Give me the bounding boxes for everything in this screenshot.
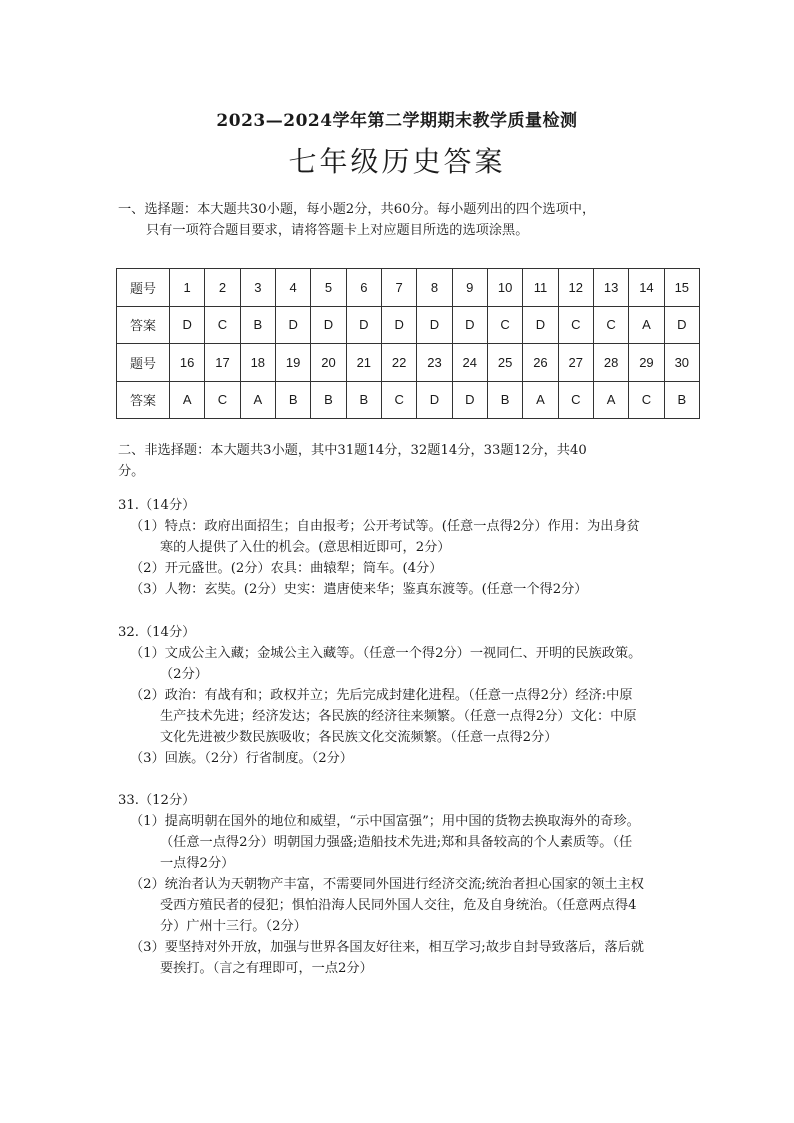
table-cell: 28	[593, 344, 628, 382]
table-cell: D	[311, 306, 346, 344]
answer-header: 答案	[117, 306, 170, 344]
table-cell: D	[170, 306, 205, 344]
table-cell: 14	[629, 269, 664, 307]
table-cell: 7	[381, 269, 416, 307]
table-cell: B	[275, 381, 310, 419]
table-cell: A	[593, 381, 628, 419]
table-cell: B	[664, 381, 699, 419]
section2-line1: 二、非选择题：本大题共3小题，其中31题14分，32题14分，33题12分，共40	[118, 443, 587, 458]
table-cell: 8	[417, 269, 452, 307]
table-cell: B	[240, 306, 275, 344]
table-cell: 10	[487, 269, 522, 307]
table-cell: D	[381, 306, 416, 344]
answer-line: （2）统治者认为天朝物产丰富，不需要同外国进行经济交流;统治者担心国家的领土主权	[130, 877, 644, 892]
question-32	[118, 622, 641, 769]
question-heading: 32.（14分）	[118, 625, 196, 640]
table-cell: 13	[593, 269, 628, 307]
table-cell: 15	[664, 269, 699, 307]
answer-line: 文化先进被少数民族吸收；各民族文化交流频繁。（任意一点得2分）	[160, 730, 558, 745]
table-cell: D	[664, 306, 699, 344]
section1-line2: 只有一项符合题目要求，请将答题卡上对应题目所选的选项涂黑。	[146, 223, 529, 238]
question-31	[118, 495, 640, 600]
question-number-header: 题号	[117, 269, 170, 307]
table-cell: B	[346, 381, 381, 419]
table-row-numbers-1	[117, 269, 700, 307]
answer-line: （2）政治：有战有和；政权并立；先后完成封建化进程。（任意一点得2分）经济:中原	[130, 688, 633, 703]
answer-line: （3）人物：玄奘。(2分）史实：遣唐使来华；鉴真东渡等。(任意一个得2分）	[130, 582, 588, 597]
answer-line: （3）回族。（2分）行省制度。（2分）	[130, 751, 353, 766]
table-cell: D	[417, 381, 452, 419]
table-cell: D	[417, 306, 452, 344]
table-cell: 2	[205, 269, 240, 307]
table-row-answers-1	[117, 306, 700, 344]
table-cell: B	[487, 381, 522, 419]
answer-line: （1）特点：政府出面招生；自由报考；公开考试等。(任意一点得2分）作用：为出身贫	[130, 519, 640, 534]
table-cell: A	[523, 381, 558, 419]
answer-line: 寒的人提供了入仕的机会。(意思相近即可，2分）	[160, 540, 451, 555]
question-33	[118, 790, 644, 979]
answer-table	[116, 268, 700, 419]
table-cell: 5	[311, 269, 346, 307]
table-cell: C	[558, 381, 593, 419]
table-cell: 29	[629, 344, 664, 382]
answer-line: （1）提高明朝在国外的地位和威望，“示中国富强”；用中国的货物去换取海外的奇珍。	[130, 814, 640, 829]
table-row-numbers-2	[117, 344, 700, 382]
table-cell: C	[205, 381, 240, 419]
table-cell: 17	[205, 344, 240, 382]
table-cell: C	[487, 306, 522, 344]
exam-title: 2023—2024学年第二学期期末教学质量检测	[216, 111, 578, 131]
table-cell: C	[558, 306, 593, 344]
table-cell: C	[593, 306, 628, 344]
table-cell: 21	[346, 344, 381, 382]
answer-line: （3）要坚持对外开放，加强与世界各国友好往来，相互学习;故步自封导致落后，落后就	[130, 940, 644, 955]
table-cell: B	[311, 381, 346, 419]
table-cell: D	[452, 381, 487, 419]
table-cell: D	[452, 306, 487, 344]
answer-line: （1）文成公主入藏；金城公主入藏等。（任意一个得2分）一视同仁、开明的民族政策。	[130, 646, 642, 661]
table-cell: 6	[346, 269, 381, 307]
subject-title: 七年级历史答案	[288, 145, 506, 178]
table-cell: A	[629, 306, 664, 344]
table-cell: 22	[381, 344, 416, 382]
answer-line: （任意一点得2分）明朝国力强盛;造船技术先进;郑和具备较高的个人素质等。（任	[160, 835, 633, 850]
table-cell: 27	[558, 344, 593, 382]
table-cell: D	[346, 306, 381, 344]
table-cell: 23	[417, 344, 452, 382]
question-heading: 33.（12分）	[118, 793, 196, 808]
table-cell: 12	[558, 269, 593, 307]
table-cell: 11	[523, 269, 558, 307]
answer-line: 受西方殖民者的侵犯；惧怕沿海人民同外国人交往，危及自身统治。（任意两点得4	[160, 898, 637, 913]
table-cell: 20	[311, 344, 346, 382]
answer-header: 答案	[117, 381, 170, 419]
answer-line: （2分）	[160, 667, 208, 682]
table-cell: 18	[240, 344, 275, 382]
table-cell: 1	[170, 269, 205, 307]
answer-line: 生产技术先进；经济发达；各民族的经济往来频繁。（任意一点得2分）文化：中原	[160, 709, 637, 724]
table-cell: D	[275, 306, 310, 344]
table-cell: C	[205, 306, 240, 344]
table-cell: D	[523, 306, 558, 344]
answer-line: 要挨打。（言之有理即可，一点2分）	[160, 961, 373, 976]
question-heading: 31.（14分）	[118, 498, 196, 513]
table-cell: C	[629, 381, 664, 419]
answer-line: （2）开元盛世。(2分）农具：曲辕犁；筒车。(4分）	[130, 561, 443, 576]
table-cell: 3	[240, 269, 275, 307]
table-cell: 24	[452, 344, 487, 382]
table-cell: 30	[664, 344, 699, 382]
table-cell: C	[381, 381, 416, 419]
table-row-answers-2	[117, 381, 700, 419]
table-cell: A	[240, 381, 275, 419]
section2-line2: 分。	[118, 464, 145, 479]
table-cell: 26	[523, 344, 558, 382]
table-cell: 4	[275, 269, 310, 307]
answer-line: 分）广州十三行。（2分）	[160, 919, 307, 934]
question-number-header: 题号	[117, 344, 170, 382]
table-cell: 19	[275, 344, 310, 382]
table-cell: 9	[452, 269, 487, 307]
table-cell: 16	[170, 344, 205, 382]
section1-line1: 一、选择题：本大题共30小题，每小题2分，共60分。每小题列出的四个选项中，	[118, 202, 596, 217]
answer-line: 一点得2分）	[160, 856, 235, 871]
table-cell: 25	[487, 344, 522, 382]
table-cell: A	[170, 381, 205, 419]
